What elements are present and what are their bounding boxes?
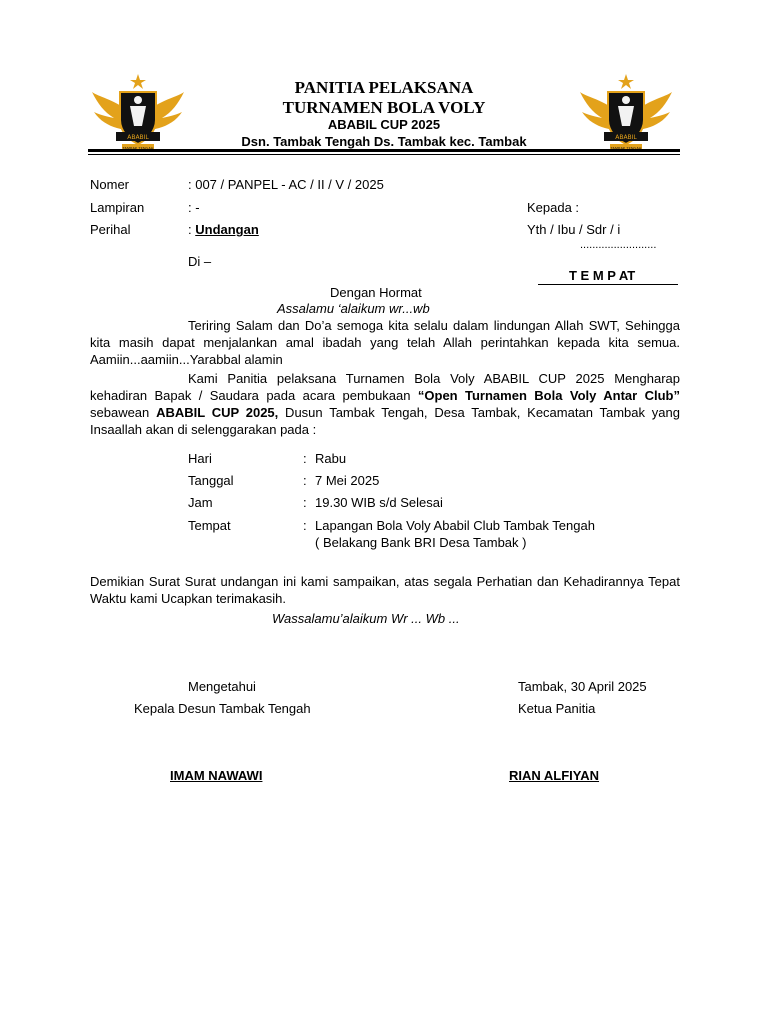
- signer-right-name: RIAN ALFIYAN: [509, 768, 600, 783]
- tempat-heading: T E M P AT: [569, 268, 636, 283]
- hari-colon: :: [303, 451, 307, 466]
- closing-salam: Wassalamu’alaikum Wr ... Wb ...: [272, 611, 460, 626]
- lampiran-label: Lampiran: [90, 200, 145, 215]
- header-address: Dsn. Tambak Tengah Ds. Tambak kec. Tambak: [241, 134, 527, 149]
- paragraph-1-text: Teriring Salam dan Do’a semoga kita selalu dalam lindungan Allah SWT, Sehingga kita masih dapat menjalankan amal ibadah yang telah Allah perintahkan kepada kita semua. Aamiin...aamiin...Yarabbal alamin: [90, 318, 680, 367]
- tempat-colon: :: [303, 518, 307, 533]
- paragraph-2-part-a: Kami Panitia pelaksana Turnamen Bola Voly ABABIL CUP 2025 Mengharap kehadiran Bapak / Saudara pada acara pembukaan: [90, 371, 680, 403]
- paragraph-1: [90, 317, 680, 368]
- paragraph-3: Demikian Surat Surat undangan ini kami sampaikan, atas segala Perhatian dan Kehadirannya Tepat Waktu kami Ucapkan terimakasih.: [90, 574, 680, 606]
- tanggal-value: 7 Mei 2025: [315, 473, 380, 488]
- tanggal-label: Tanggal: [188, 473, 234, 488]
- header-line2: TURNAMEN BOLA VOLY: [282, 98, 486, 117]
- logo-text-left: ABABIL: [127, 134, 149, 141]
- jam-value: 19.30 WIB s/d Selesai: [315, 495, 443, 510]
- header-rule-thick: [88, 149, 680, 152]
- opening-salam: Assalamu ‘alaikum wr...wb: [277, 301, 430, 316]
- header-line1: PANITIA PELAKSANA: [294, 78, 474, 97]
- paragraph-2-cup-name: ABABIL CUP 2025,: [156, 405, 279, 420]
- tempat-value: Lapangan Bola Voly Ababil Club Tambak Tengah: [315, 518, 595, 533]
- nomer-value: : 007 / PANPEL - AC / II / V / 2025: [188, 177, 384, 192]
- paragraph-2-part-c: sebawean: [90, 405, 157, 420]
- header-rule-thin: [88, 154, 680, 155]
- date-place: Tambak, 30 April 2025: [518, 679, 647, 694]
- header-line3: ABABIL CUP 2025: [327, 117, 441, 132]
- jam-colon: :: [303, 495, 307, 510]
- jam-label: Jam: [188, 495, 213, 510]
- greeting: Dengan Hormat: [330, 285, 422, 300]
- signer-left-name: IMAM NAWAWI: [170, 768, 263, 783]
- tempat-label: Tempat: [188, 518, 231, 533]
- yth-line: Yth / Ibu / Sdr / i: [527, 222, 621, 237]
- paragraph-2: [90, 370, 680, 438]
- tanggal-colon: :: [303, 473, 307, 488]
- ababil-logo-left: [90, 70, 186, 158]
- hari-value: Rabu: [315, 451, 347, 466]
- perihal-value: Undangan: [195, 222, 259, 237]
- paragraph-2-event-name: “Open Turnamen Bola Voly Antar Club”: [417, 388, 680, 403]
- tempat-value-line2: ( Belakang Bank BRI Desa Tambak ): [315, 535, 527, 550]
- lampiran-value: : -: [188, 200, 200, 215]
- kepala-desun-role: Kepala Desun Tambak Tengah: [134, 701, 311, 716]
- logo-text-right: ABABIL: [615, 134, 637, 141]
- nomer-label: Nomer: [90, 177, 130, 192]
- paragraph-2-part-e: Dusun Tambak Tengah, Desa Tambak, Kecamatan Tambak yang Insaallah akan di selenggarakan pada :: [90, 405, 680, 437]
- hari-label: Hari: [188, 451, 212, 466]
- mengetahui-label: Mengetahui: [188, 679, 256, 694]
- perihal-field: [188, 222, 259, 237]
- ketua-panitia-role: Ketua Panitia: [518, 701, 596, 716]
- di-label: Di –: [188, 254, 212, 269]
- ababil-logo-right: [578, 70, 674, 158]
- perihal-label: Perihal: [90, 222, 131, 237]
- perihal-colon: :: [188, 222, 196, 237]
- addressee-dots: .........................: [580, 239, 657, 251]
- kepada-label: Kepada :: [527, 200, 580, 215]
